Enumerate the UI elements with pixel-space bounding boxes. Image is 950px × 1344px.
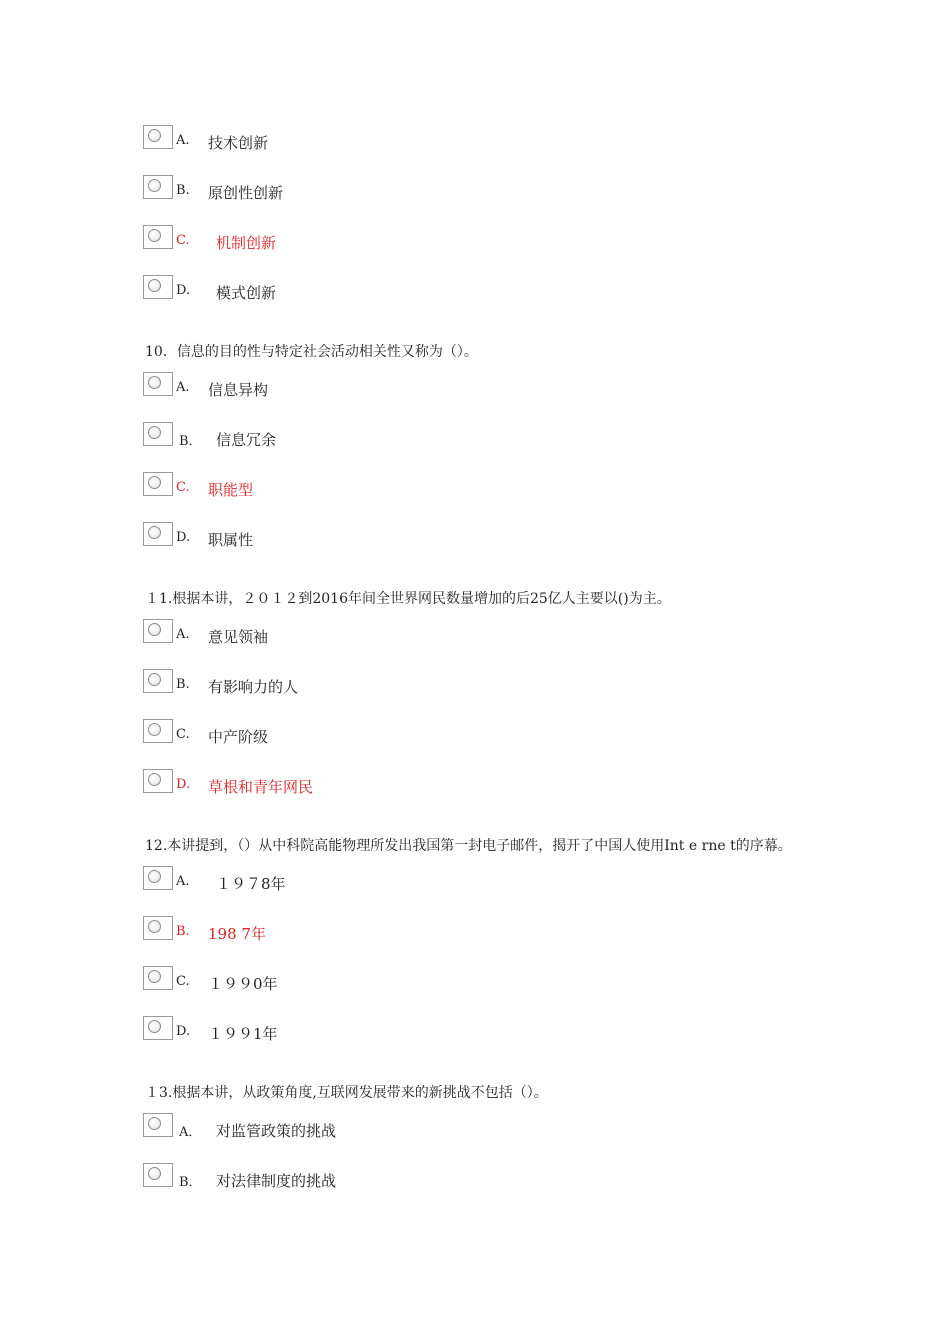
radio-button[interactable]	[143, 225, 173, 249]
option-text: 信息异构	[208, 381, 269, 399]
option-letter: D.	[176, 530, 191, 545]
option-text: １９９1年	[208, 1025, 278, 1043]
radio-button[interactable]	[143, 1113, 173, 1137]
option-text: 机制创新	[216, 234, 277, 252]
radio-button[interactable]	[143, 1016, 173, 1040]
option-text: 职能型	[208, 481, 254, 499]
option-letter: D.	[176, 777, 191, 792]
option-text: 信息冗余	[216, 431, 277, 449]
option-letter: A.	[176, 874, 190, 889]
radio-button[interactable]	[143, 966, 173, 990]
option-letter: B.	[176, 677, 190, 692]
option-letter: B．	[179, 1175, 202, 1190]
option-letter: B．	[179, 434, 202, 449]
option-text: 意见领袖	[208, 628, 269, 646]
radio-button[interactable]	[143, 125, 173, 149]
question-13-text: １3.根据本讲，从政策角度,互联网发展带来的新挑战不包括（）。	[145, 1085, 548, 1101]
option-letter: D.	[176, 1024, 191, 1039]
radio-button[interactable]	[143, 275, 173, 299]
radio-button[interactable]	[143, 472, 173, 496]
option-text: 草根和青年网民	[208, 778, 314, 796]
radio-button[interactable]	[143, 619, 173, 643]
radio-button[interactable]	[143, 1163, 173, 1187]
option-letter: C.	[176, 233, 190, 248]
question-12-text: 12.本讲提到，（）从中科院高能物理所发出我国第一封电子邮件，揭开了中国人使用Int e rne t的序幕。	[145, 838, 792, 854]
option-letter: D.	[176, 283, 191, 298]
radio-button[interactable]	[143, 669, 173, 693]
option-text: 对法律制度的挑战	[216, 1172, 337, 1190]
option-text: 198 7年	[208, 925, 266, 943]
option-text: １９７8年	[216, 875, 286, 893]
option-text: 职属性	[208, 531, 254, 549]
radio-button[interactable]	[143, 719, 173, 743]
option-letter: A.	[176, 627, 190, 642]
option-text: 模式创新	[216, 284, 277, 302]
radio-button[interactable]	[143, 866, 173, 890]
option-text: １９９0年	[208, 975, 278, 993]
option-text: 对监管政策的挑战	[216, 1122, 337, 1140]
option-letter: A．	[179, 1125, 202, 1140]
radio-button[interactable]	[143, 372, 173, 396]
radio-button[interactable]	[143, 769, 173, 793]
option-letter: C.	[176, 974, 190, 989]
option-letter: A.	[176, 133, 190, 148]
option-letter: A.	[176, 380, 190, 395]
option-letter: C.	[176, 727, 190, 742]
radio-button[interactable]	[143, 175, 173, 199]
radio-button[interactable]	[143, 916, 173, 940]
option-letter: B.	[176, 924, 190, 939]
radio-button[interactable]	[143, 422, 173, 446]
option-text: 技术创新	[208, 134, 269, 152]
question-11-text: １1.根据本讲，２０１２到2016年间全世界网民数量增加的后25亿人主要以()为主。	[145, 591, 671, 607]
option-letter: B.	[176, 183, 190, 198]
option-text: 有影响力的人	[208, 678, 299, 696]
option-text: 原创性创新	[208, 184, 284, 202]
option-text: 中产阶级	[208, 728, 269, 746]
question-10-text: 10．信息的目的性与特定社会活动相关性又称为（）。	[145, 344, 478, 360]
radio-button[interactable]	[143, 522, 173, 546]
option-letter: C.	[176, 480, 190, 495]
